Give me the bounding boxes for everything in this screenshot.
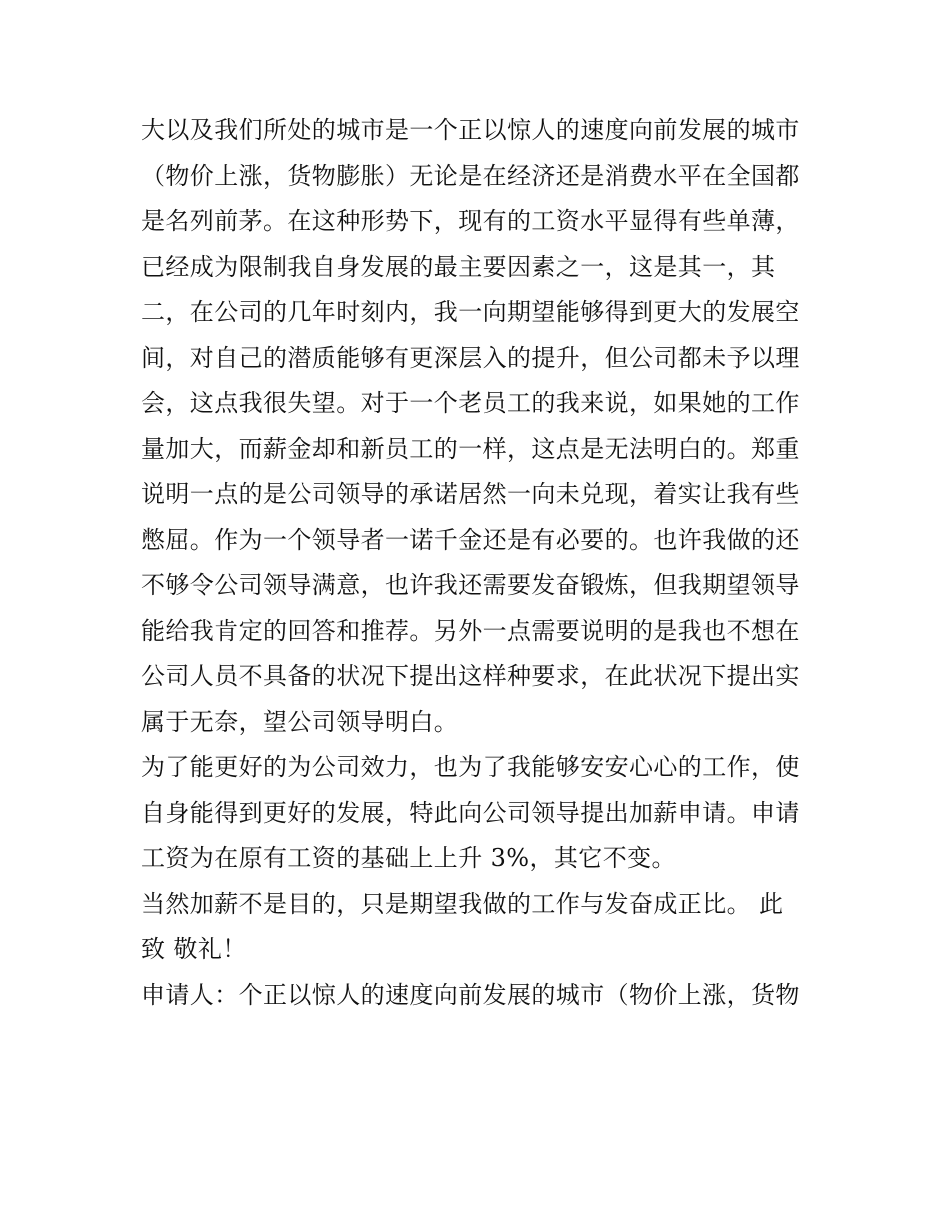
text-line: 说明一点的是公司领导的承诺居然一向未兑现，着实让我有些 xyxy=(141,480,800,508)
text-line: 为了能更好的为公司效力，也为了我能够安安心心的工作，使 xyxy=(141,753,800,781)
text-line: 自身能得到更好的发展，特此向公司领导提出加薪申请。申请 xyxy=(141,798,800,827)
text-line: 是名列前茅。在这种形势下，现有的工资水平显得有些单薄， xyxy=(141,207,800,235)
text-line: 间，对自己的潜质能够有更深层入的提升，但公司都未予以理 xyxy=(141,343,800,372)
text-line: 属于无奈，望公司领导明白。 xyxy=(141,707,459,736)
text-line: 大以及我们所处的城市是一个正以惊人的速度向前发展的城市 xyxy=(141,116,800,144)
text-line: 能给我肯定的回答和推荐。另外一点需要说明的是我也不想在 xyxy=(141,616,800,645)
document-body xyxy=(141,108,821,1018)
text-line: 当然加薪不是目的，只是期望我做的工作与发奋成正比。 此 xyxy=(141,889,784,918)
text-line: 憋屈。作为一个领导者一诺千金还是有必要的。也许我做的还 xyxy=(141,525,800,554)
text-line: 不够令公司领导满意，也许我还需要发奋锻炼，但我期望领导 xyxy=(141,571,800,599)
text-line: 已经成为限制我自身发展的最主要因素之一，这是其一，其 xyxy=(141,252,776,281)
text-line: 会，这点我很失望。对于一个老员工的我来说，如果她的工作 xyxy=(141,389,800,417)
text-line: 申请人：个正以惊人的速度向前发展的城市（物价上涨，货物 xyxy=(141,980,800,1009)
text-line: 致 敬礼！ xyxy=(141,935,247,963)
text-line: 公司人员不具备的状况下提出这样种要求，在此状况下提出实 xyxy=(141,662,800,690)
text-line: 二，在公司的几年时刻内，我一向期望能够得到更大的发展空 xyxy=(141,298,800,326)
text-line: （物价上涨，货物膨胀）无论是在经济还是消费水平在全国都 xyxy=(141,161,800,190)
text-line: 量加大，而薪金却和新员工的一样，这点是无法明白的。郑重 xyxy=(141,434,800,463)
text-line: 工资为在原有工资的基础上上升 3%，其它不变。 xyxy=(141,844,676,872)
